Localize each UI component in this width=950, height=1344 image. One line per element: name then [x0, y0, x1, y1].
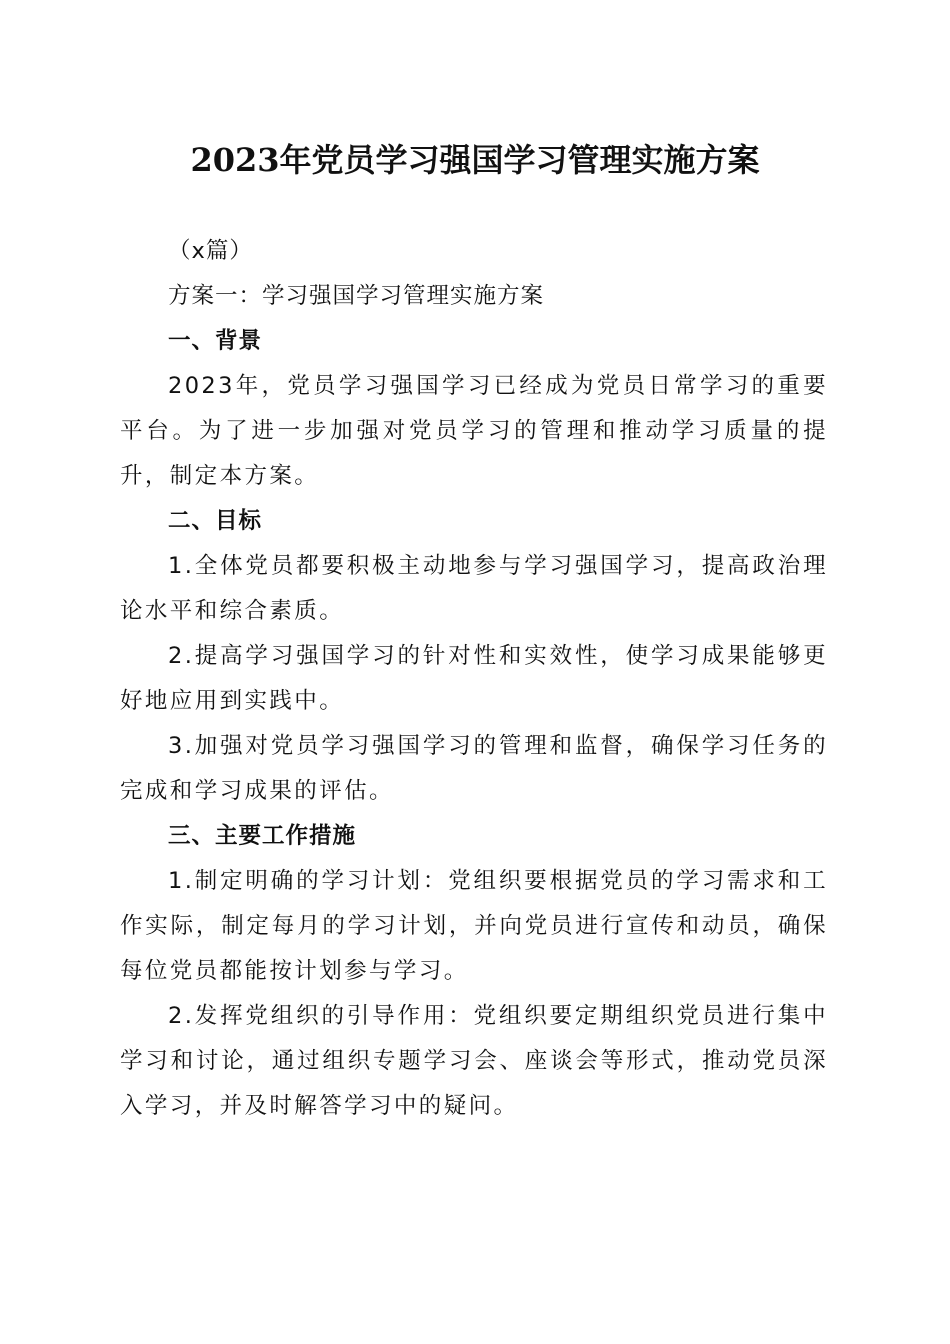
background-paragraph: 2023年，党员学习强国学习已经成为党员日常学习的重要平台。为了进一步加强对党员学习的管理和推动学习质量的提升，制定本方案。 [120, 373, 828, 489]
goal-item-3: 3.加强对党员学习强国学习的管理和监督，确保学习任务的完成和学习成果的评估。 [120, 733, 828, 804]
section-heading-background: 一、背景 [168, 328, 263, 354]
plan-title: 方案一：学习强国学习管理实施方案 [168, 283, 545, 309]
section-heading-measures: 三、主要工作措施 [168, 823, 357, 849]
measure-item-1: 1.制定明确的学习计划：党组织要根据党员的学习需求和工作实际，制定每月的学习计划，并向党员进行宣传和动员，确保每位党员都能按计划参与学习。 [120, 868, 828, 984]
goal-item-1: 1.全体党员都要积极主动地参与学习强国学习，提高政治理论水平和综合素质。 [120, 553, 828, 624]
document-title: 2023年党员学习强国学习管理实施方案 [190, 141, 760, 179]
subtitle-note: （x篇） [168, 238, 253, 264]
section-heading-goals: 二、目标 [168, 508, 263, 534]
measure-item-2: 2.发挥党组织的引导作用：党组织要定期组织党员进行集中学习和讨论，通过组织专题学习会、座谈会等形式，推动党员深入学习，并及时解答学习中的疑问。 [120, 1003, 828, 1119]
document-body [120, 229, 828, 1129]
goal-item-2: 2.提高学习强国学习的针对性和实效性，使学习成果能够更好地应用到实践中。 [120, 643, 828, 714]
